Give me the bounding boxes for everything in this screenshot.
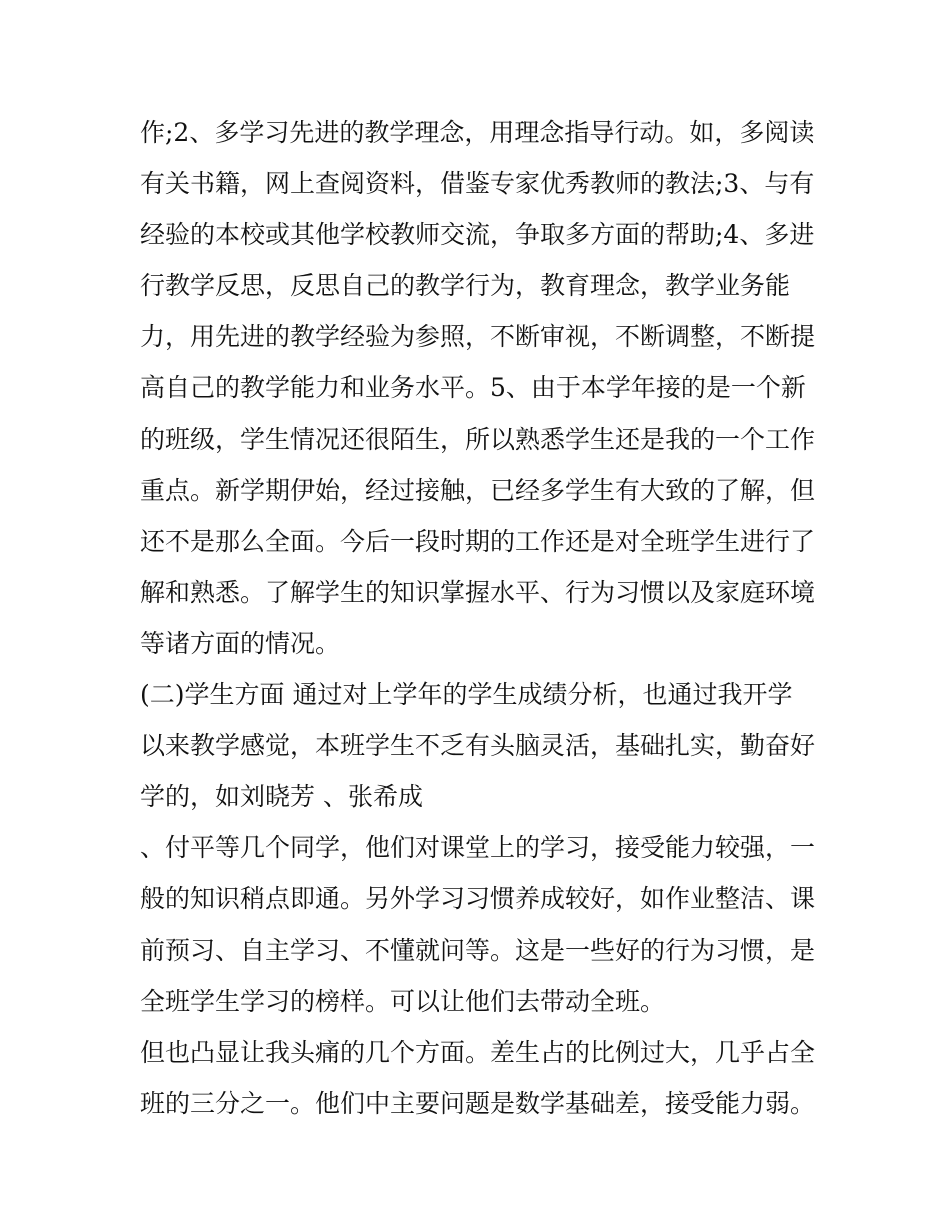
text-line: 前预习、自主学习、不懂就问等。这是一些好的行为习惯，是 — [140, 935, 816, 965]
text-line: 还不是那么全面。今后一段时期的工作还是对全班学生进行了 — [140, 526, 816, 556]
text-line: 力，用先进的教学经验为参照，不断审视，不断调整，不断提 — [140, 322, 816, 352]
text-line: 解和熟悉。了解学生的知识掌握水平、行为习惯以及家庭环境 — [140, 577, 816, 607]
text-line: 经验的本校或其他学校教师交流，争取多方面的帮助;4、多进 — [140, 220, 815, 250]
text-line: 全班学生学习的榜样。可以让他们去带动全班。 — [140, 986, 666, 1016]
text-line: 重点。新学期伊始，经过接触，已经多学生有大致的了解，但 — [140, 475, 816, 505]
text-line: 作;2、多学习先进的教学理念，用理念指导行动。如，多阅读 — [140, 118, 815, 147]
text-line: 的班级，学生情况还很陌生，所以熟悉学生还是我的一个工作 — [140, 424, 816, 454]
text-line: 高自己的教学能力和业务水平。5、由于本学年接的是一个新 — [140, 373, 806, 403]
text-line: 般的知识稍点即通。另外学习习惯养成较好，如作业整洁、课 — [140, 884, 816, 914]
text-line: 以来教学感觉，本班学生不乏有头脑灵活，基础扎实，勤奋好 — [140, 731, 816, 761]
text-line: (二)学生方面 通过对上学年的学生成绩分析，也通过我开学 — [140, 680, 793, 710]
text-line: 学的，如刘晓芳 、张希成 — [140, 782, 423, 812]
text-line: 等诸方面的情况。 — [140, 628, 341, 658]
text-line: 、付平等几个同学，他们对课堂上的学习，接受能力较强，一 — [140, 833, 816, 863]
text-line: 但也凸显让我头痛的几个方面。差生占的比例过大，几乎占全 — [140, 1037, 816, 1067]
text-line: 有关书籍，网上查阅资料，借鉴专家优秀教师的教法;3、与有 — [140, 169, 815, 199]
text-line: 行教学反思，反思自己的教学行为，教育理念，教学业务能 — [140, 271, 791, 301]
body-text — [140, 107, 820, 1129]
text-line: 班的三分之一。他们中主要问题是数学基础差，接受能力弱。 — [140, 1088, 816, 1118]
